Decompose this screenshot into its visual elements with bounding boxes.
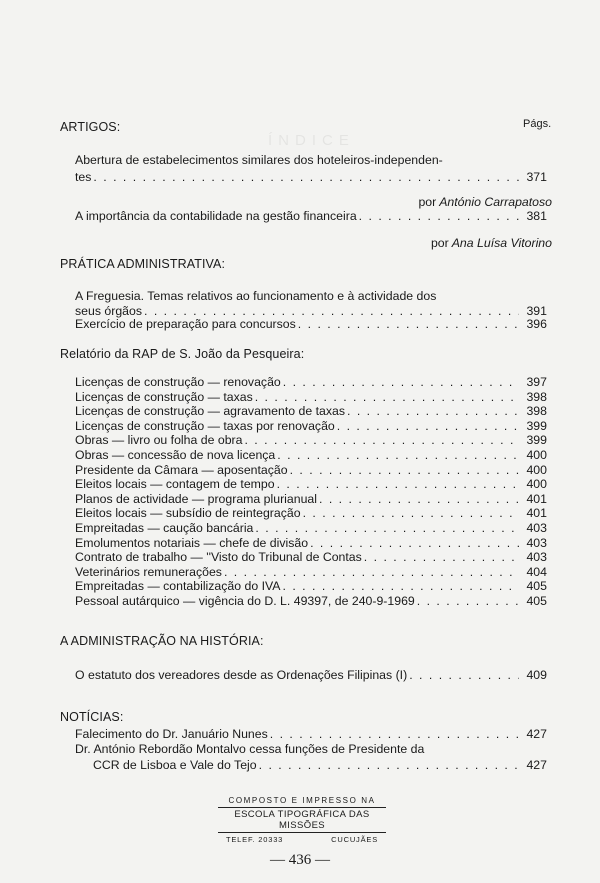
toc-entry[interactable]: Emolumentos notariais — chefe de divisão . . . 403	[75, 536, 547, 551]
pags-label: Págs.	[523, 118, 552, 130]
page-ref: 405	[526, 594, 547, 608]
page-ref: 403	[526, 535, 547, 550]
toc-entry[interactable]: Abertura de estabelecimentos similares dos hoteleiros-independen- tes . . . 371	[75, 153, 547, 184]
dot-leader	[347, 404, 519, 419]
toc-entry[interactable]: Eleitos locais — contagem de tempo . . . 400	[75, 477, 547, 492]
section-heading-historia: A ADMINISTRAÇÃO NA HISTÓRIA:	[60, 634, 264, 648]
section-heading-pratica: PRÁTICA ADMINISTRATIVA:	[60, 257, 226, 271]
bleed-through-text: ÍNDICE	[268, 132, 355, 149]
dot-leader	[417, 594, 519, 609]
section-heading-noticias: NOTÍCIAS:	[60, 710, 124, 724]
toc-entry[interactable]: Exercício de preparação para concursos . . . 396	[75, 317, 547, 332]
page-ref: 427	[526, 727, 547, 741]
page-ref: 409	[526, 668, 547, 682]
dot-leader	[144, 304, 519, 319]
page-ref: 381	[526, 209, 547, 223]
dot-leader	[290, 463, 519, 478]
toc-entry[interactable]: Pessoal autárquico — vigência do D. L. 49397, de 240-9-1969 . . . 405	[75, 594, 547, 609]
toc-entry[interactable]: Licenças de construção — agravamento de taxas . . . 398	[75, 404, 547, 419]
toc-entry[interactable]: A importância da contabilidade na gestão financeira . . . 381	[75, 209, 547, 224]
section-heading-artigos: ARTIGOS:	[60, 120, 121, 134]
dot-leader	[283, 579, 519, 594]
dot-leader	[319, 492, 519, 507]
toc-entry[interactable]: Licenças de construção — taxas por renovação . . . 399	[75, 419, 547, 434]
dot-leader	[303, 506, 519, 521]
toc-entry[interactable]: Licenças de construção — renovação . . . 397	[75, 375, 547, 390]
page-number: — 436 —	[270, 852, 330, 868]
author-line: por Ana Luísa Vitorino	[430, 236, 552, 250]
page-ref: 371	[526, 169, 547, 184]
imprint-phone: TELEF. 20333	[226, 835, 284, 844]
toc-entry[interactable]: Empreitadas — caução bancária . . . 403	[75, 521, 547, 536]
page-ref: 427	[526, 757, 547, 772]
page-ref: 403	[526, 550, 547, 565]
page-ref: 398	[526, 389, 547, 404]
dot-leader	[270, 727, 519, 742]
dot-leader	[283, 375, 519, 390]
dot-leader	[255, 390, 519, 405]
toc-entry[interactable]: Obras — livro ou folha de obra . . . 399	[75, 433, 547, 448]
section-heading-relatorio: Relatório da RAP de S. João da Pesqueira:	[60, 347, 305, 361]
dot-leader	[310, 536, 519, 551]
dot-leader	[244, 433, 519, 448]
imprint-city: CUCUJÃES	[331, 835, 378, 844]
page-ref: 391	[526, 303, 547, 318]
toc-entry[interactable]: Eleitos locais — subsídio de reintegração . . . 401	[75, 506, 547, 521]
dot-leader	[409, 668, 519, 683]
dot-leader	[93, 170, 519, 185]
page-ref: 400	[526, 477, 547, 492]
toc-entry[interactable]: Planos de actividade — programa plurianual . . . 401	[75, 492, 547, 507]
dot-leader	[337, 419, 519, 434]
imprint-printer: ESCOLA TIPOGRÁFICA DAS MISSÕES	[218, 807, 386, 833]
toc-entry[interactable]: Empreitadas — contabilização do IVA . . . 405	[75, 579, 547, 594]
author-line: por António Carrapatoso	[418, 195, 552, 209]
page-ref: 403	[526, 521, 547, 535]
toc-entry[interactable]: A Freguesia. Temas relativos ao funcionamento e à actividade dos seus órgãos . . . 391	[75, 289, 547, 318]
page-ref: 405	[526, 579, 547, 594]
page-ref: 400	[526, 462, 547, 477]
page-ref: 401	[526, 506, 547, 521]
page-ref: 404	[526, 564, 547, 579]
printer-imprint	[212, 796, 392, 844]
toc-entry[interactable]: Falecimento do Dr. Januário Nunes . . . 427	[75, 727, 547, 742]
toc-entry[interactable]: Obras — concessão de nova licença . . . 400	[75, 448, 547, 463]
page-ref: 400	[526, 448, 547, 462]
toc-entry[interactable]: Veterinários remunerações . . . 404	[75, 565, 547, 580]
toc-entry[interactable]: Dr. António Rebordão Montalvo cessa funções de Presidente da CCR de Lisboa e Vale do Tejo . . . 427	[75, 742, 547, 772]
dot-leader	[255, 521, 519, 536]
dot-leader	[277, 477, 519, 492]
page-ref: 397	[526, 375, 547, 389]
toc-entry[interactable]: Contrato de trabalho — ''Visto do Tribunal de Contas . . . 403	[75, 550, 547, 565]
dot-leader	[364, 550, 519, 565]
dot-leader	[277, 448, 519, 463]
page-ref: 401	[526, 491, 547, 506]
toc-entry[interactable]: Licenças de construção — taxas . . . 398	[75, 390, 547, 405]
dot-leader	[359, 209, 519, 224]
imprint-line: COMPOSTO E IMPRESSO NA	[228, 796, 376, 805]
page-ref: 399	[526, 418, 547, 433]
toc-entry[interactable]: Presidente da Câmara — aposentação . . . 400	[75, 463, 547, 478]
page-ref: 399	[526, 433, 547, 448]
page-ref: 396	[526, 317, 547, 331]
dot-leader	[259, 758, 519, 773]
dot-leader	[298, 317, 519, 332]
dot-leader	[224, 565, 519, 580]
toc-entry[interactable]: O estatuto dos vereadores desde as Ordenações Filipinas (I) . . . 409	[75, 668, 547, 683]
page-ref: 398	[526, 404, 547, 419]
